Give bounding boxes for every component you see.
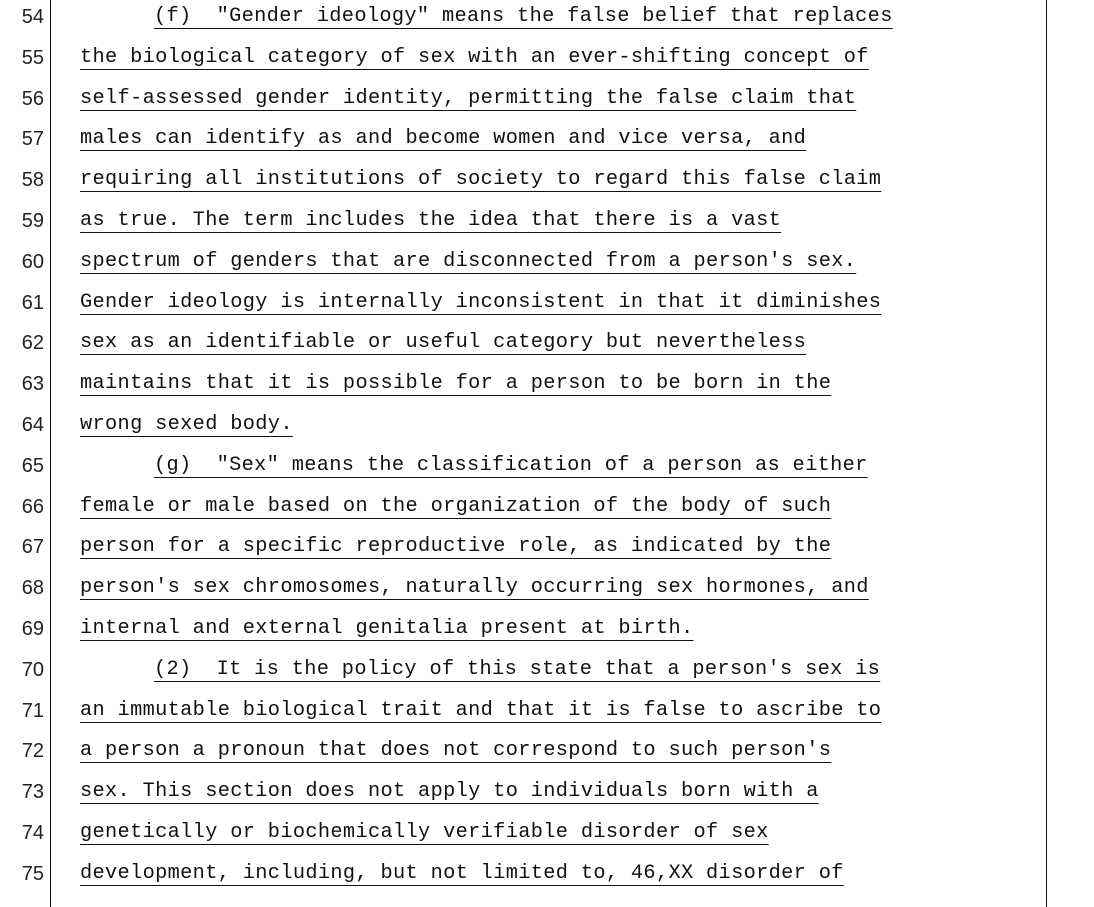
text-line	[0, 287, 1094, 328]
line-text: (f) "Gender ideology" means the false belief that replaces	[154, 5, 893, 28]
text-line	[0, 735, 1094, 776]
line-number: 54	[21, 6, 44, 28]
line-number: 57	[21, 128, 44, 151]
text-line	[0, 613, 1094, 654]
line-text: males can identify as and become women and vice versa, and	[80, 127, 807, 151]
line-number: 70	[21, 658, 44, 681]
line-text: requiring all institutions of society to regard this false claim	[80, 168, 882, 192]
line-number: 56	[21, 87, 44, 110]
line-text: self-assessed gender identity, permitting the false claim that	[80, 86, 857, 110]
line-number: 64	[21, 414, 44, 436]
text-line	[0, 83, 1094, 124]
line-number: 66	[21, 495, 44, 518]
line-number: 71	[21, 699, 44, 722]
line-number: 75	[21, 862, 44, 885]
line-text: sex. This section does not apply to individuals born with a	[80, 780, 819, 804]
line-number: 59	[21, 210, 44, 232]
line-number: 58	[21, 169, 44, 192]
text-line	[0, 450, 1094, 491]
line-text: Gender ideology is internally inconsistent in that it diminishes	[80, 290, 882, 314]
text-line	[0, 164, 1094, 205]
text-line	[0, 409, 1094, 450]
text-line	[0, 695, 1094, 736]
text-line	[0, 123, 1094, 164]
line-text: (2) It is the policy of this state that a person's sex is	[154, 657, 881, 681]
line-text: wrong sexed body.	[80, 413, 293, 436]
line-text: sex as an identifiable or useful category but nevertheless	[80, 331, 807, 355]
text-line	[0, 368, 1094, 409]
text-line	[0, 327, 1094, 368]
line-number: 72	[21, 740, 44, 763]
line-text: female or male based on the organization of the body of such	[80, 494, 832, 518]
line-text: development, including, but not limited to, 46,XX disorder of	[80, 861, 844, 885]
text-line	[0, 858, 1094, 899]
line-text: (g) "Sex" means the classification of a person as either	[154, 453, 868, 477]
text-line	[0, 491, 1094, 532]
text-line	[0, 1, 1094, 42]
text-line	[0, 776, 1094, 817]
text-line	[0, 654, 1094, 695]
line-text: a person a pronoun that does not correspond to such person's	[80, 739, 832, 763]
line-number: 69	[21, 618, 44, 640]
line-number: 61	[21, 291, 44, 314]
text-line	[0, 42, 1094, 83]
line-number: 73	[21, 781, 44, 804]
line-text: maintains that it is possible for a person to be born in the	[80, 372, 832, 396]
text-line	[0, 205, 1094, 246]
text-line	[0, 531, 1094, 572]
line-number: 68	[21, 577, 44, 600]
line-text: as true. The term includes the idea that there is a vast	[80, 209, 782, 232]
line-text: person's sex chromosomes, naturally occurring sex hormones, and	[80, 576, 869, 600]
line-number: 63	[21, 373, 44, 396]
line-text: genetically or biochemically verifiable disorder of sex	[80, 821, 769, 844]
line-number: 65	[21, 454, 44, 477]
line-number: 55	[21, 46, 44, 69]
text-line	[0, 246, 1094, 287]
line-number: 62	[21, 332, 44, 355]
text-line	[0, 817, 1094, 858]
line-number: 74	[21, 822, 44, 844]
line-text: internal and external genitalia present at birth.	[80, 617, 694, 640]
line-number: 60	[21, 250, 44, 273]
line-text: the biological category of sex with an ever-shifting concept of	[80, 45, 869, 69]
line-text: person for a specific reproductive role, as indicated by the	[80, 535, 832, 559]
line-number: 67	[21, 536, 44, 559]
line-text: spectrum of genders that are disconnected from a person's sex.	[80, 249, 857, 273]
text-line	[0, 572, 1094, 613]
line-text: an immutable biological trait and that it is false to ascribe to	[80, 698, 882, 722]
